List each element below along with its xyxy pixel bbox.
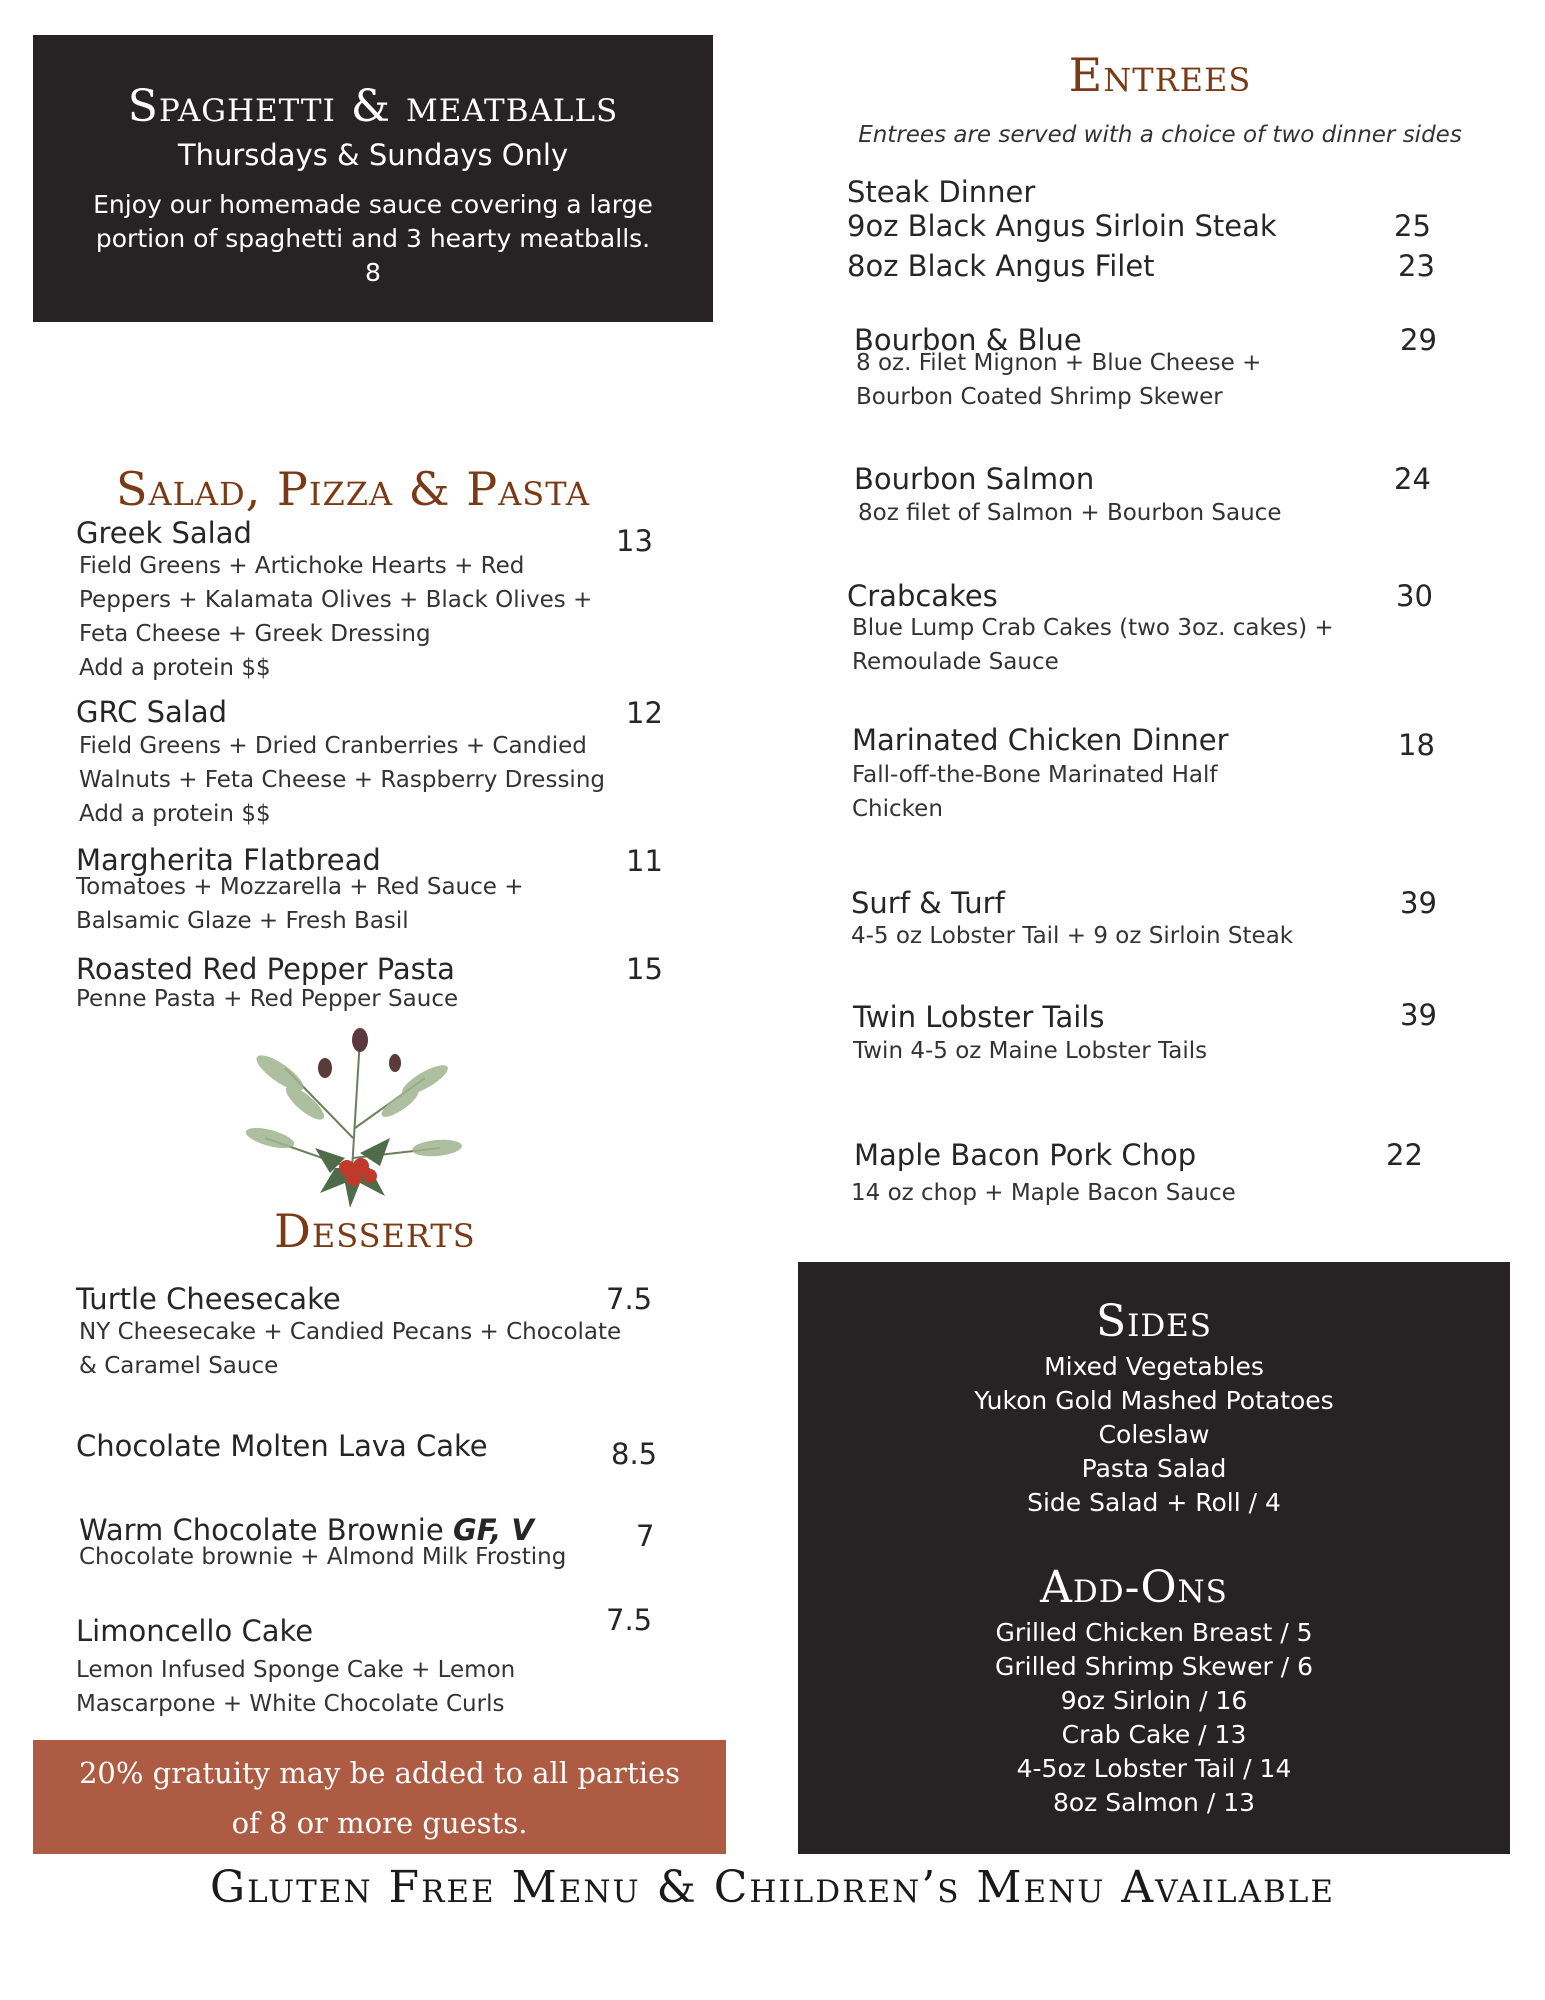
menu-item-price: 12	[626, 696, 663, 730]
menu-item-name: GRC Salad	[76, 695, 228, 729]
menu-item-name: Steak Dinner	[847, 175, 1036, 209]
special-desc-line1: Enjoy our homemade sauce covering a large	[93, 190, 653, 219]
menu-item-price: 7.5	[606, 1603, 653, 1637]
special-title: Spaghetti & meatballs	[127, 81, 619, 132]
addon-item: 9oz Sirloin / 16	[1060, 1686, 1248, 1715]
menu-item-name: Warm Chocolate Brownie GF, V	[79, 1513, 534, 1547]
menu-item-name: Roasted Red Pepper Pasta	[76, 952, 455, 986]
entrees-heading: Entrees	[1068, 48, 1252, 102]
menu-item-name: Margherita Flatbread	[76, 843, 381, 877]
menu-item-desc: Field Greens + Dried Cranberries + Candied Walnuts + Feta Cheese + Raspberry Dressing Add a protein $$	[79, 733, 605, 827]
side-item: Pasta Salad	[1081, 1454, 1227, 1483]
special-price: 8	[365, 258, 381, 287]
menu-item-name: Turtle Cheesecake	[76, 1282, 341, 1316]
menu-item-desc: NY Cheesecake + Candied Pecans + Chocolate & Caramel Sauce	[79, 1319, 622, 1379]
gratuity-notice	[33, 1740, 726, 1854]
footer-note: Gluten Free Menu & Children’s Menu Available	[209, 1862, 1336, 1913]
menu-item-desc: 8oz filet of Salmon + Bourbon Sauce	[858, 500, 1282, 526]
addon-item: Grilled Shrimp Skewer / 6	[995, 1652, 1313, 1681]
sides-list	[798, 1350, 1510, 1520]
menu-item-desc: Twin 4-5 oz Maine Lobster Tails	[853, 1038, 1208, 1064]
holly-sprig-icon	[225, 1018, 475, 1218]
menu-item-desc: Tomatoes + Mozzarella + Red Sauce + Balsamic Glaze + Fresh Basil	[76, 874, 524, 934]
menu-item-price: 39	[1400, 998, 1437, 1032]
menu-item-desc: 14 oz chop + Maple Bacon Sauce	[851, 1180, 1236, 1206]
menu-item-name: Crabcakes	[847, 579, 998, 613]
addon-item: Crab Cake / 13	[1061, 1720, 1247, 1749]
special-desc-line2: portion of spaghetti and 3 hearty meatballs.	[95, 224, 651, 253]
menu-item-price: 18	[1398, 728, 1435, 762]
addons-heading: Add-Ons	[1040, 1562, 1228, 1613]
menu-item-desc: Penne Pasta + Red Pepper Sauce	[76, 986, 459, 1012]
menu-item-desc: Fall-off-the-Bone Marinated Half Chicken	[852, 762, 1218, 822]
side-item: Side Salad + Roll / 4	[1027, 1488, 1281, 1517]
entrees-note: Entrees are served with a choice of two dinner sides	[858, 122, 1462, 148]
menu-item-name: Marinated Chicken Dinner	[852, 723, 1229, 757]
menu-item-desc: Blue Lump Crab Cakes (two 3oz. cakes) + Remoulade Sauce	[852, 615, 1334, 675]
menu-item-price: 23	[1398, 249, 1435, 283]
menu-item-desc: Chocolate brownie + Almond Milk Frosting	[79, 1544, 567, 1570]
side-item: Yukon Gold Mashed Potatoes	[974, 1386, 1334, 1415]
menu-item-price: 13	[616, 524, 653, 558]
menu-item-name: Limoncello Cake	[76, 1614, 314, 1648]
menu-item-name: Surf & Turf	[851, 886, 1005, 920]
menu-item-name: Greek Salad	[76, 516, 252, 550]
menu-item-desc: 8 oz. Filet Mignon + Blue Cheese + Bourbon Coated Shrimp Skewer	[856, 350, 1262, 410]
special-box	[33, 35, 713, 322]
sides-heading: Sides	[1095, 1296, 1213, 1347]
addons-list	[798, 1616, 1510, 1820]
menu-item-price: 8.5	[611, 1437, 658, 1471]
dietary-tag: GF, V	[452, 1513, 534, 1547]
menu-item-name: Chocolate Molten Lava Cake	[76, 1429, 488, 1463]
menu-item-price: 7.5	[606, 1282, 653, 1316]
menu-item-name: Maple Bacon Pork Chop	[854, 1138, 1197, 1172]
addon-item: Grilled Chicken Breast / 5	[995, 1618, 1313, 1647]
desserts-heading: Desserts	[274, 1204, 476, 1258]
menu-item-name: Bourbon Salmon	[854, 462, 1095, 496]
menu-item-price: 39	[1400, 886, 1437, 920]
gratuity-line1: 20% gratuity may be added to all parties	[78, 1756, 681, 1790]
sides-addons-panel	[798, 1262, 1510, 1854]
gratuity-line2: of 8 or more guests.	[231, 1806, 528, 1840]
menu-item-price: 11	[626, 844, 663, 878]
menu-item-desc: 4-5 oz Lobster Tail + 9 oz Sirloin Steak	[851, 923, 1294, 949]
side-item: Coleslaw	[1098, 1420, 1210, 1449]
steak-option-name: 9oz Black Angus Sirloin Steak	[847, 209, 1277, 243]
menu-item-price: 7	[636, 1519, 655, 1553]
menu-item-price: 22	[1386, 1138, 1423, 1172]
salad-section-heading: Salad, Pizza & Pasta	[116, 462, 590, 516]
menu-item-price: 15	[626, 952, 663, 986]
menu-item-desc: Field Greens + Artichoke Hearts + Red Peppers + Kalamata Olives + Black Olives + Feta Cheese + Greek Dressing Add a protein $$	[79, 553, 593, 681]
steak-option-name: 8oz Black Angus Filet	[847, 249, 1155, 283]
menu-item-price: 30	[1396, 579, 1433, 613]
menu-item-price: 24	[1394, 462, 1431, 496]
menu-item-price: 29	[1400, 323, 1437, 357]
addon-item: 4-5oz Lobster Tail / 14	[1016, 1754, 1292, 1783]
menu-item-name: Twin Lobster Tails	[853, 1000, 1105, 1034]
side-item: Mixed Vegetables	[1044, 1352, 1264, 1381]
menu-item-desc: Lemon Infused Sponge Cake + Lemon Mascarpone + White Chocolate Curls	[76, 1657, 516, 1717]
menu-item-name: Bourbon & Blue	[854, 323, 1082, 357]
addon-item: 8oz Salmon / 13	[1052, 1788, 1256, 1817]
special-subtitle: Thursdays & Sundays Only	[177, 138, 569, 172]
menu-item-price: 25	[1394, 209, 1431, 243]
